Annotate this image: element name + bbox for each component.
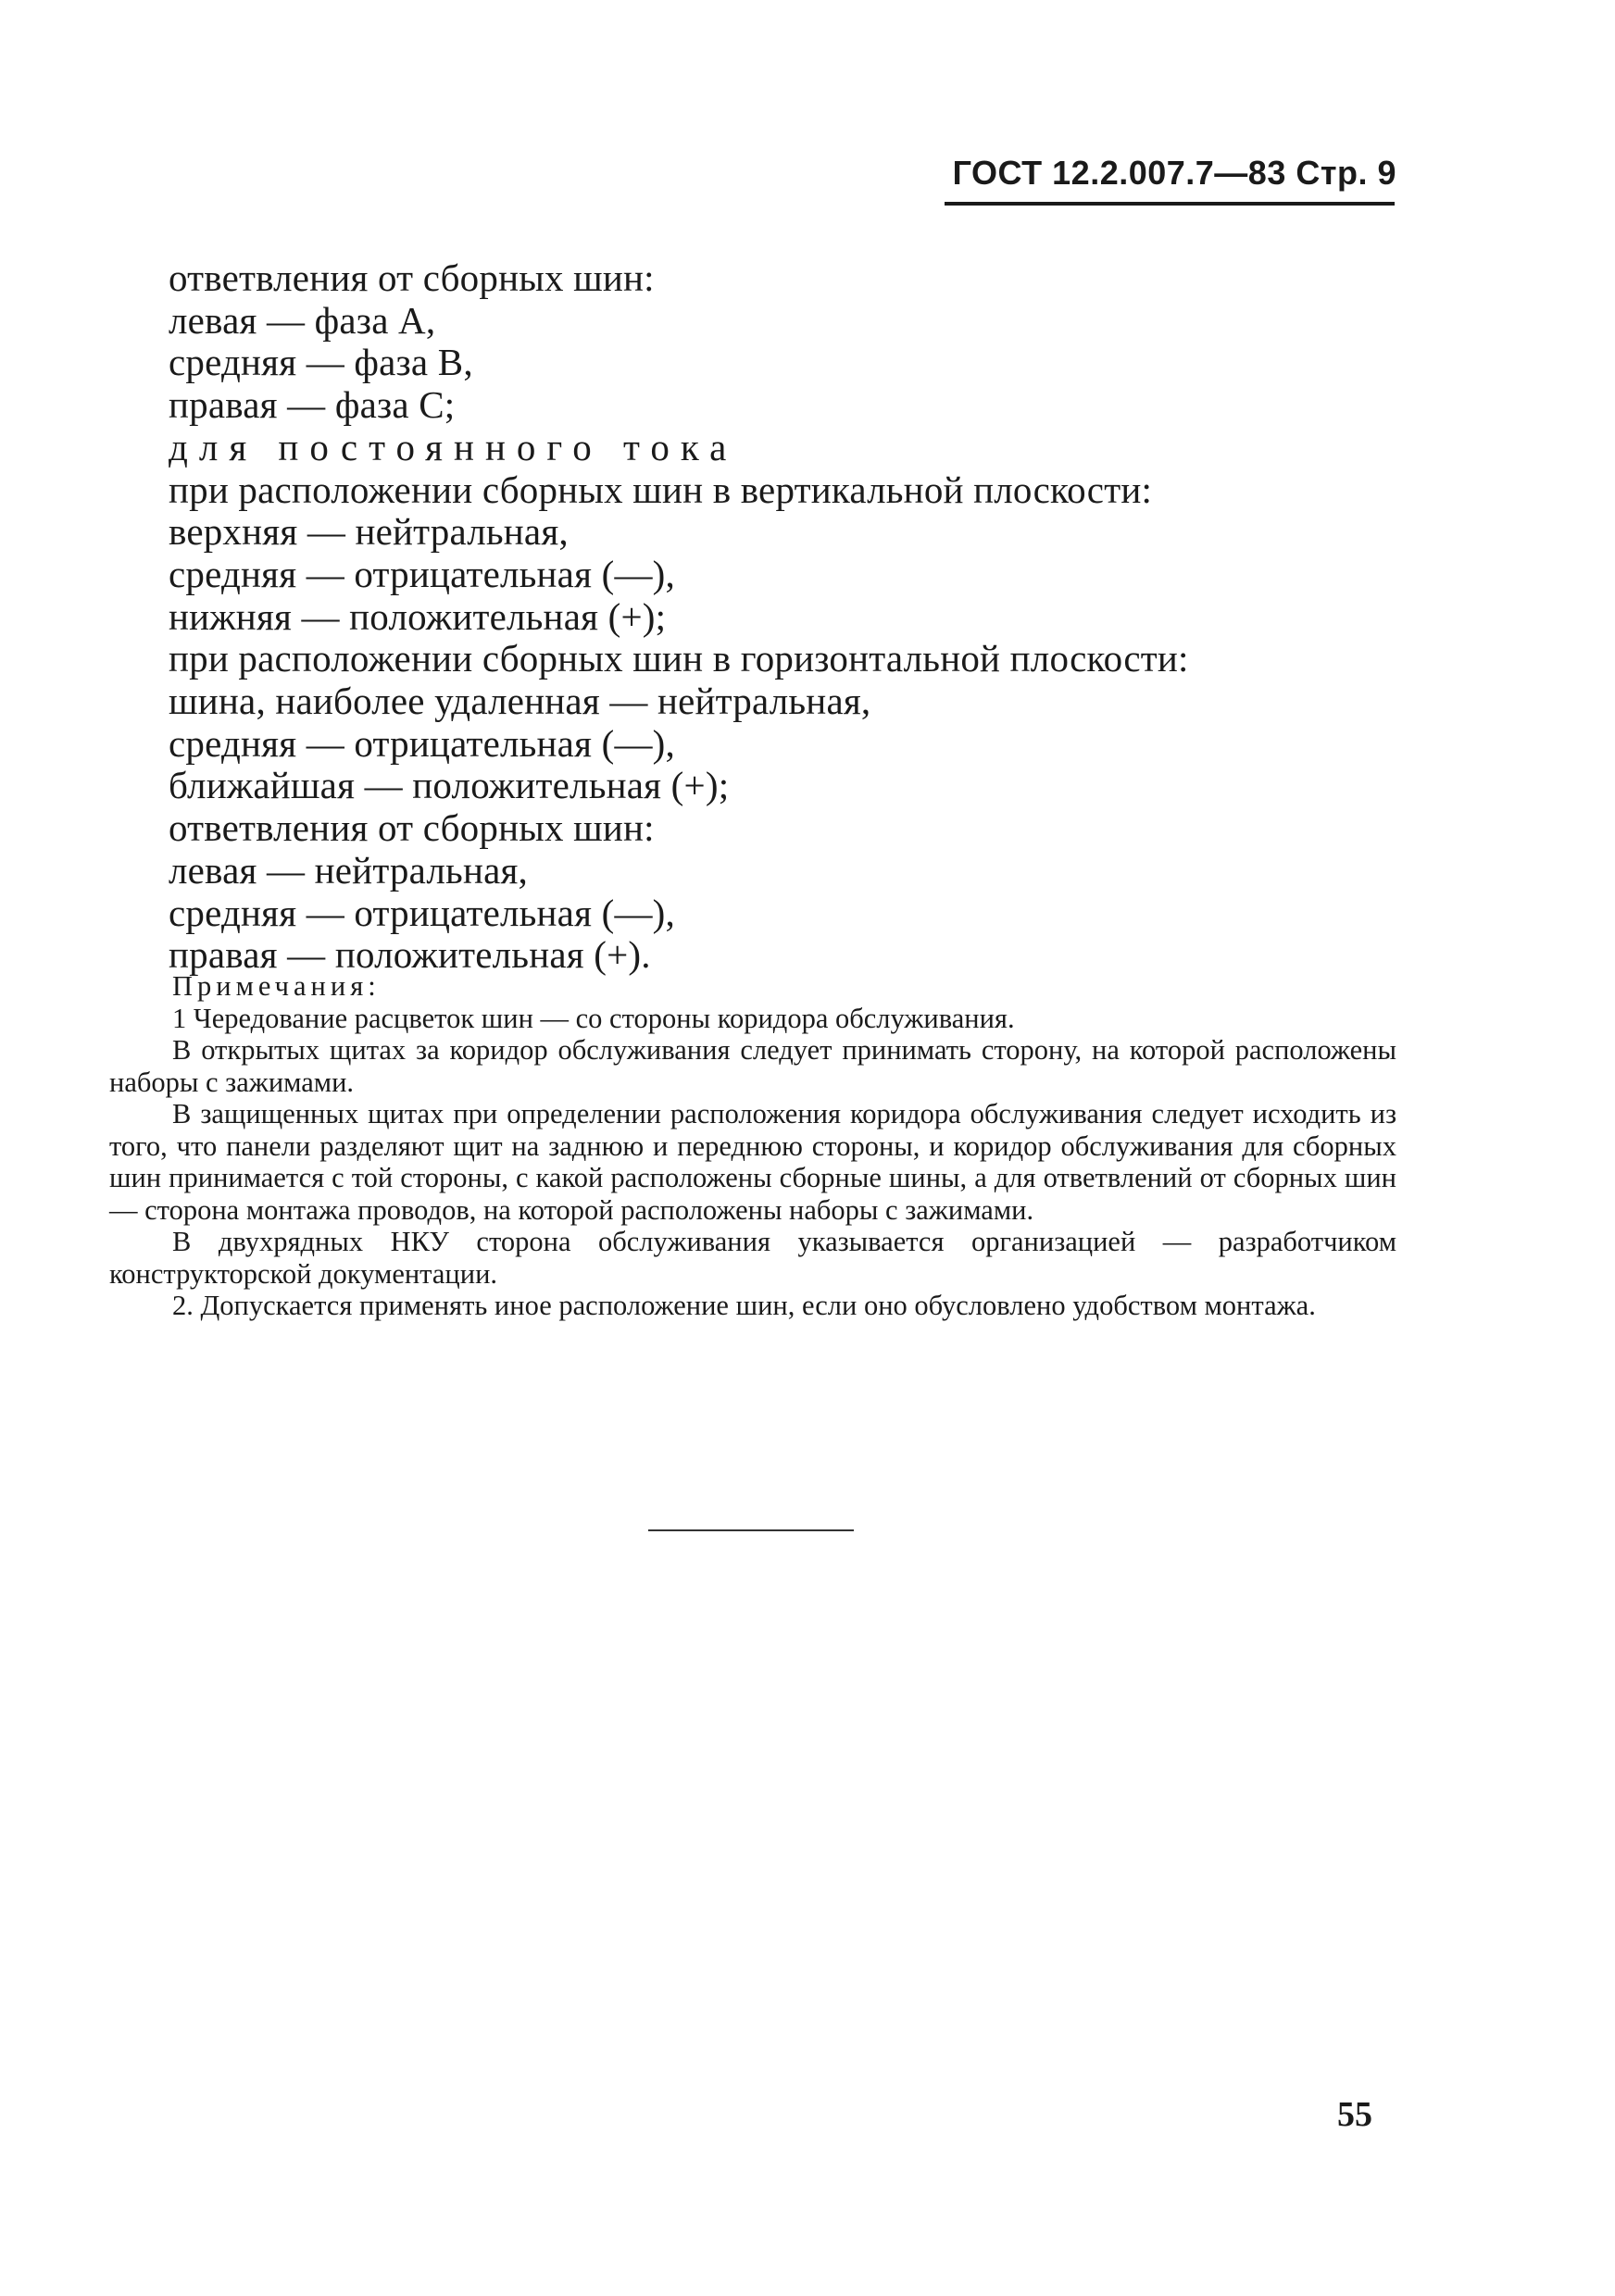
text-line: ближайшая — положительная (+); [169,764,730,807]
text-line: средняя — отрицательная (—), [169,891,675,934]
note-paragraph: 2. Допускается применять иное расположение шин, если оно обусловлено удобством монтажа. [172,1290,1316,1321]
text-line: правая — положительная (+). [169,933,651,977]
main-text [169,257,1409,977]
text-line: шина, наиболее удаленная — нейтральная, [169,680,871,723]
text-line: при расположении сборных шин в горизонтальной плоскости: [169,637,1189,680]
text-line: средняя — фаза В, [169,341,473,384]
note-paragraph: 1 Чередование расцветок шин — со стороны коридора обслуживания. [172,1002,1015,1034]
page-header: ГОСТ 12.2.007.7—83 Стр. 9 [952,154,1396,192]
text-line: левая — нейтральная, [169,848,528,892]
text-line: ответвления от сборных шин: [169,806,655,850]
text-line: средняя — отрицательная (—), [169,552,675,595]
text-line: средняя — отрицательная (—), [169,721,675,765]
notes-section [109,970,1396,1322]
note-paragraph: В двухрядных НКУ сторона обслуживания указывается организацией — разработчиком конструкторской документации. [109,1226,1396,1290]
note-paragraph: В открытых щитах за коридор обслуживания следует принимать сторону, на которой расположены наборы с зажимами. [109,1034,1396,1098]
note-paragraph: В защищенных щитах при определении расположения коридора обслуживания следует исходить из того, что панели разделяют щит на заднюю и переднюю стороны, и коридор обслуживания для сборных шин принимается с той стороны, с какой расположены сборные шины, а для ответвлений от сборных шин — сторона монтажа проводов, на которой расположены наборы с зажимами. [109,1098,1396,1226]
end-rule [648,1529,854,1531]
page-number: 55 [1337,2095,1372,2134]
text-line: правая — фаза С; [169,383,456,427]
text-line: левая — фаза А, [169,298,436,342]
text-line: нижняя — положительная (+); [169,594,667,638]
text-line: ответвления от сборных шин: [169,256,655,299]
text-line: верхняя — нейтральная, [169,510,569,554]
header-rule [945,202,1395,206]
text-line-spaced-heading: для постоянного тока [169,425,738,468]
notes-title: Примечания: [172,970,381,1002]
text-line: при расположении сборных шин в вертикальной плоскости: [169,468,1153,511]
